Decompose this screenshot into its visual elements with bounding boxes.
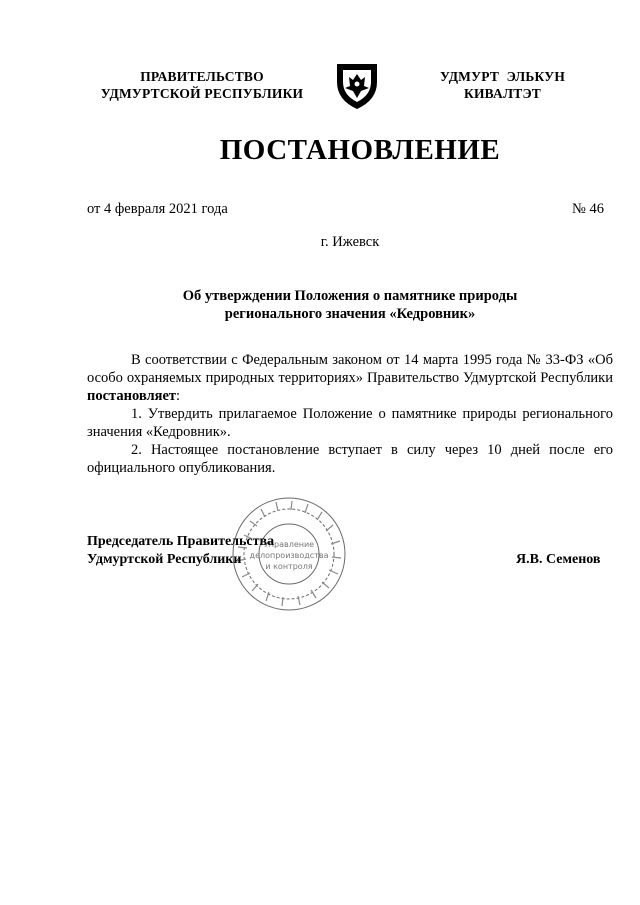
signature-position [87, 533, 274, 569]
document-city: г. Ижевск [320, 234, 380, 250]
intro-colon: : [176, 388, 181, 404]
header-left-line1: ПРАВИТЕЛЬСТВО [140, 69, 264, 84]
signature-position-line2: Удмуртской Республики [87, 552, 242, 567]
signature-position-line1: Председатель Правительства [87, 534, 275, 549]
intro-decree-word: постановляет [87, 388, 177, 404]
item-2: 2. Настоящее постановление вступает в силу через 10 дней после его официального опубликования. [87, 442, 613, 476]
document-title: ПОСТАНОВЛЕНИЕ [219, 134, 501, 166]
header-right-line1: УДМУРТ ЭЛЬКУН [439, 69, 566, 84]
coat-of-arms-icon [331, 60, 383, 112]
document-subject [87, 287, 613, 323]
stamp-line1: Управление [263, 540, 315, 549]
header-right [420, 68, 585, 102]
header-left-line2: УДМУРТСКОЙ РЕСПУБЛИКИ [100, 86, 304, 101]
stamp-line2: делопроизводства [249, 551, 329, 560]
document-body [87, 351, 613, 477]
header-right-line2: КИВАЛТЭТ [463, 86, 542, 101]
document-date: от 4 февраля 2021 года [87, 201, 228, 217]
intro-text: В соответствии с Федеральным законом от 14 марта 1995 года № 33-ФЗ «Об особо охраняемых природных территориях» Правительство Удмуртской Республики [87, 352, 613, 386]
intro-paragraph [87, 351, 613, 405]
stamp-line3: и контроля [265, 562, 313, 571]
document-number: № 46 [572, 201, 604, 217]
signature-name: Я.В. Семенов [516, 552, 601, 567]
subject-line2: регионального значения «Кедровник» [224, 306, 476, 322]
header-left [82, 68, 322, 102]
subject-line1: Об утверждении Положения о памятнике природы [182, 288, 518, 304]
item-1: 1. Утвердить прилагаемое Положение о памятнике природы регионального значения «Кедровник». [87, 406, 613, 440]
